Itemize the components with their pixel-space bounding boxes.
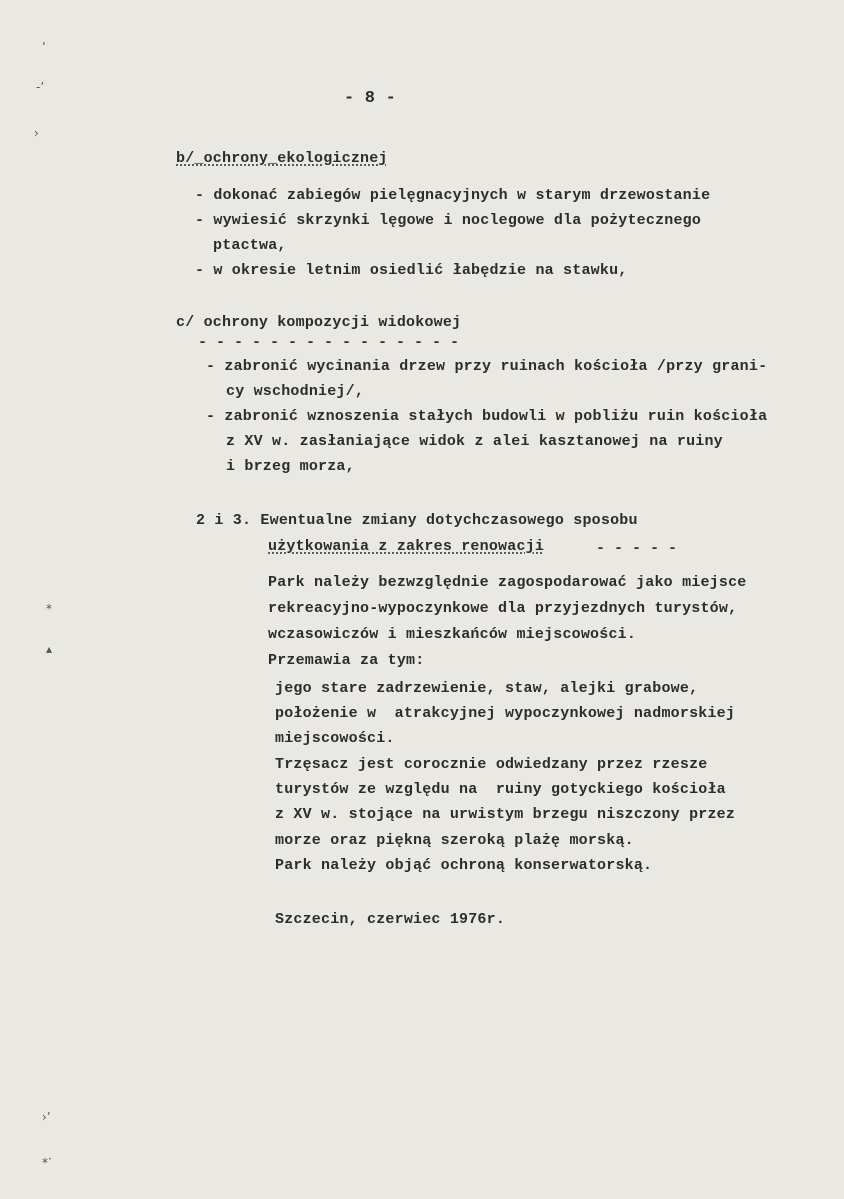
section-c-underline: - - - - - - - - - - - - - - - — [198, 334, 460, 351]
margin-mark: › — [34, 126, 39, 140]
section-b-item: - w okresie letnim osiedlić łabędzie na stawku, — [195, 262, 628, 279]
margin-mark: ›ʼ — [42, 1110, 51, 1124]
place-date: Szczecin, czerwiec 1976r. — [275, 911, 506, 928]
section-23-body-line: Park należy objąć ochroną konserwatorską. — [275, 857, 653, 874]
section-23-body-line: wczasowiczów i mieszkańców miejscowości. — [268, 626, 637, 643]
section-c-heading: c/ ochrony kompozycji widokowej — [176, 314, 462, 331]
section-23-subheading-dashes: - - - - - — [596, 540, 678, 557]
margin-mark: ʼ — [42, 40, 46, 54]
section-c-item: i brzeg morza, — [226, 458, 355, 475]
section-23-body-line: Trzęsacz jest corocznie odwiedzany przez rzesze — [275, 756, 708, 773]
section-b-item: - dokonać zabiegów pielęgnacyjnych w starym drzewostanie — [195, 187, 711, 204]
section-23-body-line: jego stare zadrzewienie, staw, alejki grabowe, — [275, 680, 699, 697]
margin-mark: ⁎· — [42, 1152, 52, 1166]
margin-mark: ⁎ — [46, 598, 52, 612]
margin-mark: ▴ — [46, 642, 53, 656]
page-number: - 8 - — [344, 89, 397, 108]
section-23-body-line: miejscowości. — [275, 730, 395, 747]
section-23-body-line: rekreacyjno-wypoczynkowe dla przyjezdnych turystów, — [268, 600, 738, 617]
section-23-body-line: morze oraz piękną szeroką plażę morską. — [275, 832, 634, 849]
section-23-subheading: użytkowania z zakres renowacji — [268, 538, 545, 555]
section-b-item: - wywiesić skrzynki lęgowe i noclegowe dla pożytecznego — [195, 212, 702, 229]
section-c-item: cy wschodniej/, — [226, 383, 365, 400]
section-b-item: ptactwa, — [213, 237, 287, 254]
section-c-item: - zabronić wznoszenia stałych budowli w pobliżu ruin kościoła — [206, 408, 768, 425]
section-23-body-line: położenie w atrakcyjnej wypoczynkowej nadmorskiej — [275, 705, 736, 722]
section-c-item: z XV w. zasłaniające widok z alei kasztanowej na ruiny — [226, 433, 723, 450]
section-b-heading: b/_ochrony_ekologicznej — [176, 150, 388, 167]
section-23-body-line: z XV w. stojące na urwistym brzegu niszczony przez — [275, 806, 736, 823]
section-23-heading: 2 i 3. Ewentualne zmiany dotychczasowego sposobu — [196, 512, 638, 529]
section-23-body-line: Przemawia za tym: — [268, 652, 425, 669]
section-c-item: - zabronić wycinania drzew przy ruinach kościoła /przy grani- — [206, 358, 768, 375]
section-23-body-line: turystów ze względu na ruiny gotyckiego kościoła — [275, 781, 726, 798]
margin-mark: -ʼ — [36, 80, 45, 94]
section-23-body-line: Park należy bezwzględnie zagospodarować jako miejsce — [268, 574, 747, 591]
